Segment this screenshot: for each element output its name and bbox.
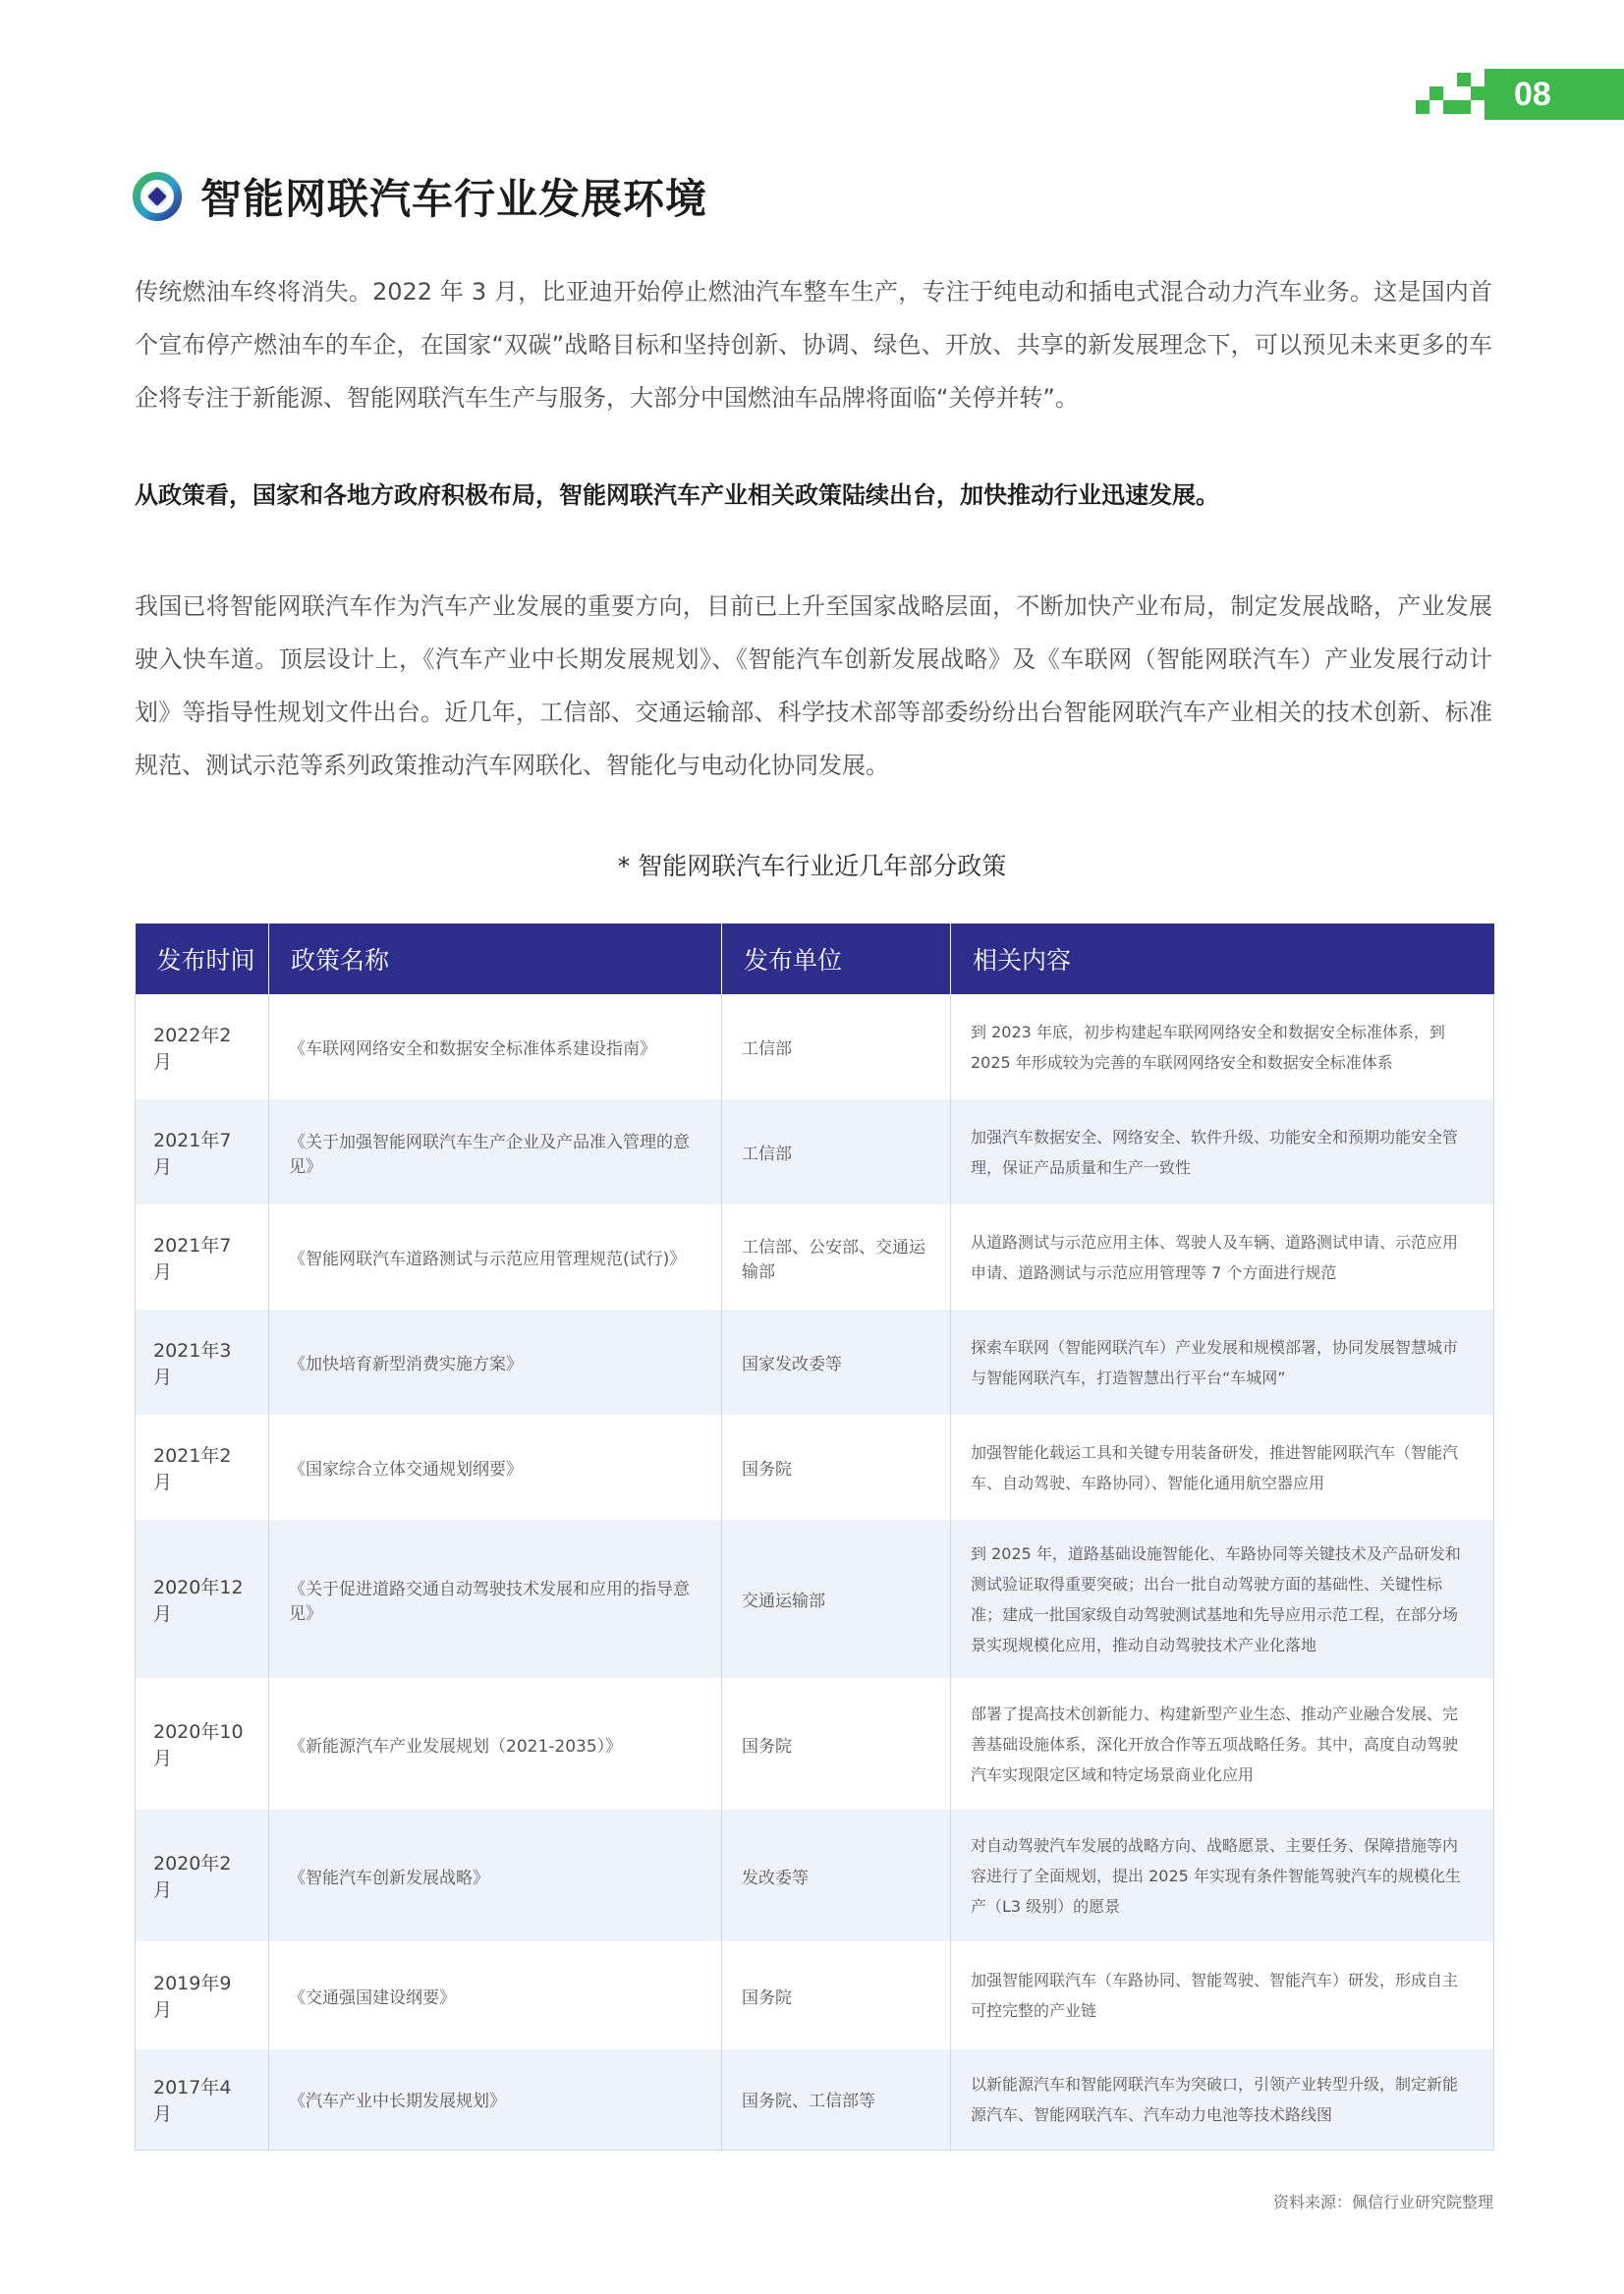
policy-name: 《关于促进道路交通自动驾驶技术发展和应用的指导意见》 — [269, 1520, 722, 1678]
table-row — [136, 2049, 1494, 2150]
policy-unit: 国务院 — [722, 1678, 951, 1810]
header-date: 发布时间 — [136, 923, 269, 994]
table-row — [136, 1204, 1494, 1310]
table-row — [136, 1415, 1494, 1520]
policy-date: 2020年10月 — [136, 1678, 269, 1810]
page-number-badge — [1416, 69, 1624, 120]
table-row — [136, 1678, 1494, 1810]
policy-name: 《国家综合立体交通规划纲要》 — [269, 1415, 722, 1520]
policy-unit: 工信部 — [722, 994, 951, 1099]
policy-unit: 国家发改委等 — [722, 1310, 951, 1415]
policy-name: 《加快培育新型消费实施方案》 — [269, 1310, 722, 1415]
ring-logo-icon — [132, 171, 183, 222]
policy-content: 到 2023 年底，初步构建起车联网网络安全和数据安全标准体系，到 2025 年形成较为完善的车联网网络安全和数据安全标准体系 — [951, 994, 1494, 1099]
pixel-decoration-icon — [1416, 69, 1484, 120]
policy-content: 探索车联网（智能网联汽车）产业发展和规模部署，协同发展智慧城市与智能网联汽车，打造智慧出行平台“车城网” — [951, 1310, 1494, 1415]
policy-date: 2021年7月 — [136, 1204, 269, 1310]
policy-unit: 国务院 — [722, 1415, 951, 1520]
policy-content: 从道路测试与示范应用主体、驾驶人及车辆、道路测试申请、示范应用申请、道路测试与示范应用管理等 7 个方面进行规范 — [951, 1204, 1494, 1310]
policy-content: 加强汽车数据安全、网络安全、软件升级、功能安全和预期功能安全管理，保证产品质量和生产一致性 — [951, 1099, 1494, 1204]
table-row — [136, 1310, 1494, 1415]
policy-unit: 工信部 — [722, 1099, 951, 1204]
source-note: 资料来源：佩信行业研究院整理 — [1272, 2193, 1493, 2211]
policy-table — [135, 923, 1494, 2151]
policy-content: 到 2025 年，道路基础设施智能化、车路协同等关键技术及产品研发和测试验证取得重要突破；出台一批自动驾驶方面的基础性、关键性标准；建成一批国家级自动驾驶测试基地和先导应用示范工程，在部分场景实现规模化应用，推动自动驾驶技术产业化落地 — [951, 1520, 1494, 1678]
policy-name: 《车联网网络安全和数据安全标准体系建设指南》 — [269, 994, 722, 1099]
table-title: * 智能网联汽车行业近几年部分政策 — [617, 852, 1007, 880]
policy-date: 2020年12月 — [136, 1520, 269, 1678]
policy-unit: 交通运输部 — [722, 1520, 951, 1678]
policy-name: 《智能网联汽车道路测试与示范应用管理规范(试行)》 — [269, 1204, 722, 1310]
policy-name: 《交通强国建设纲要》 — [269, 1941, 722, 2049]
policy-date: 2022年2月 — [136, 994, 269, 1099]
policy-date: 2017年4月 — [136, 2049, 269, 2150]
policy-name: 《新能源汽车产业发展规划（2021-2035）》 — [269, 1678, 722, 1810]
page-number: 08 — [1484, 69, 1624, 120]
section-heading — [132, 167, 707, 226]
header-content: 相关内容 — [951, 923, 1494, 994]
lead-statement: 从政策看，国家和各地方政府积极布局，智能网联汽车产业相关政策陆续出台，加快推动行业迅速发展。 — [135, 481, 1219, 509]
table-row — [136, 1810, 1494, 1941]
policy-unit: 国务院、工信部等 — [722, 2049, 951, 2150]
table-row — [136, 994, 1494, 1099]
header-policy-name: 政策名称 — [269, 923, 722, 994]
policy-name: 《汽车产业中长期发展规划》 — [269, 2049, 722, 2150]
policy-date: 2021年3月 — [136, 1310, 269, 1415]
policy-unit: 工信部、公安部、交通运输部 — [722, 1204, 951, 1310]
policy-content: 以新能源汽车和智能网联汽车为突破口，引领产业转型升级，制定新能源汽车、智能网联汽车、汽车动力电池等技术路线图 — [951, 2049, 1494, 2150]
policy-name: 《关于加强智能网联汽车生产企业及产品准入管理的意见》 — [269, 1099, 722, 1204]
header-issuer: 发布单位 — [722, 923, 951, 994]
policy-paragraph: 我国已将智能网联汽车作为汽车产业发展的重要方向，目前已上升至国家战略层面，不断加快产业布局，制定发展战略，产业发展驶入快车道。顶层设计上，《汽车产业中长期发展规划》、《智能汽车创新发展战略》及《车联网（智能网联汽车）产业发展行动计划》等指导性规划文件出台。近几年，工信部、交通运输部、科学技术部等部委纷纷出台智能网联汽车产业相关的技术创新、标准规范、测试示范等系列政策推动汽车网联化、智能化与电动化协同发展。 — [135, 592, 1492, 779]
policy-content: 加强智能化载运工具和关键专用装备研发，推进智能网联汽车（智能汽车、自动驾驶、车路协同）、智能化通用航空器应用 — [951, 1415, 1494, 1520]
policy-content: 加强智能网联汽车（车路协同、智能驾驶、智能汽车）研发，形成自主可控完整的产业链 — [951, 1941, 1494, 2049]
policy-name: 《智能汽车创新发展战略》 — [269, 1810, 722, 1941]
table-row — [136, 1520, 1494, 1678]
policy-date: 2019年9月 — [136, 1941, 269, 2049]
policy-date: 2021年7月 — [136, 1099, 269, 1204]
table-header-row — [136, 923, 1494, 994]
policy-content: 部署了提高技术创新能力、构建新型产业生态、推动产业融合发展、完善基础设施体系，深化开放合作等五项战略任务。其中，高度自动驾驶汽车实现限定区域和特定场景商业化应用 — [951, 1678, 1494, 1810]
intro-paragraph: 传统燃油车终将消失。2022 年 3 月，比亚迪开始停止燃油汽车整车生产，专注于纯电动和插电式混合动力汽车业务。这是国内首个宣布停产燃油车的车企，在国家“双碳”战略目标和坚持创新、协调、绿色、开放、共享的新发展理念下，可以预见未来更多的车企将专注于新能源、智能网联汽车生产与服务，大部分中国燃油车品牌将面临“关停并转”。 — [135, 278, 1492, 412]
policy-unit: 发改委等 — [722, 1810, 951, 1941]
policy-date: 2020年2月 — [136, 1810, 269, 1941]
table-row — [136, 1941, 1494, 2049]
page-title: 智能网联汽车行业发展环境 — [200, 175, 708, 223]
table-row — [136, 1099, 1494, 1204]
policy-content: 对自动驾驶汽车发展的战略方向、战略愿景、主要任务、保障措施等内容进行了全面规划，提出 2025 年实现有条件智能驾驶汽车的规模化生产（L3 级别）的愿景 — [951, 1810, 1494, 1941]
policy-unit: 国务院 — [722, 1941, 951, 2049]
policy-date: 2021年2月 — [136, 1415, 269, 1520]
